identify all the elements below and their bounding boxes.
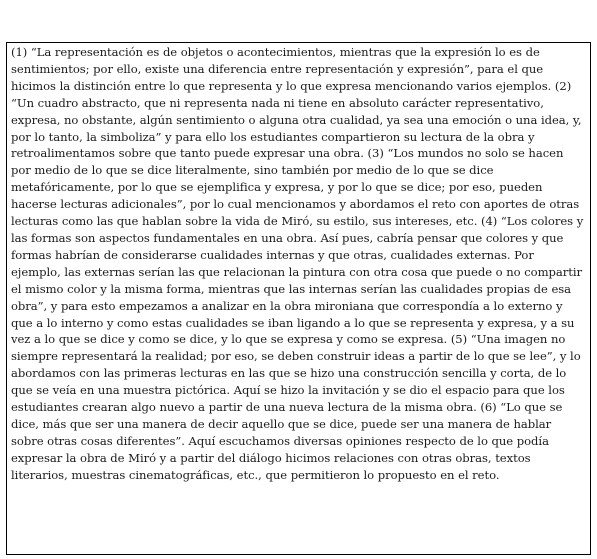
body-paragraph: (1) “La representación es de objetos o acontecimientos, mientras que la expresión lo es de sentimientos; por ello, existe una diferencia entre representación y expresión”, para el que hicimos la distinción entre lo que representa y lo que expresa mencionando varios ejemplos. (2) “Un cuadro abstracto, que ni representa nada ni tiene en absoluto carácter representativo, expresa, no obstante, algún sentimiento o alguna otra cualidad, ya sea una emoción o una idea, y, por lo tanto, la simboliza” y para ello los estudiantes compartieron su lectura de la obra y retroalimentamos sobre que tanto puede expresar una obra. (3) “Los mundos no solo se hacen por medio de lo que se dice literalmente, sino también por medio de lo que se dice metafóricamente, por lo que se ejemplifica y expresa, y por lo que se dice; por eso, pueden hacerse lecturas adicionales”, por lo cual mencionamos y abordamos el reto con aportes de otras lecturas como las que hablan sobre la vida de Miró, su estilo, sus intereses, etc. (4) “Los colores y las formas son aspectos fundamentales en una obra. Así pues, cabría pensar que colores y que formas habrían de considerarse cualidades internas y que otras, cualidades externas. Por ejemplo, las externas serían las que relacionan la pintura con otra cosa que puede o no compartir el mismo color y la misma forma, mientras que las internas serían las cualidades propias de esa obra”, y para esto empezamos a analizar en la obra mironiana que correspondía a lo externo y que a lo interno y como estas cualidades se iban ligando a lo que se representa y expresa, y a su vez a lo que se dice y como se dice, y lo que se expresa y como se expresa. (5) “Una imagen no siempre representará la realidad; por eso, se deben construir ideas a partir de lo que se lee”, y lo abordamos con las primeras lecturas en las que se hizo una construcción sencilla y corta, de lo que se veía en una muestra pictórica. Aquí se hizo la invitación y se dio el espacio para que los estudiantes crearan algo nuevo a partir de una nueva lectura de la misma obra. (6) “Lo que se dice, más que ser una manera de decir aquello que se dice, puede ser una manera de hablar sobre otras cosas diferentes”. Aquí escuchamos diversas opiniones respecto de lo que podía expresar la obra de Miró y a partir del diálogo hicimos relaciones con otras obras, textos literarios, muestras cinematográficas, etc., que permitieron lo propuesto en el reto.	[11, 45, 584, 482]
bordered-text-box	[6, 42, 591, 555]
